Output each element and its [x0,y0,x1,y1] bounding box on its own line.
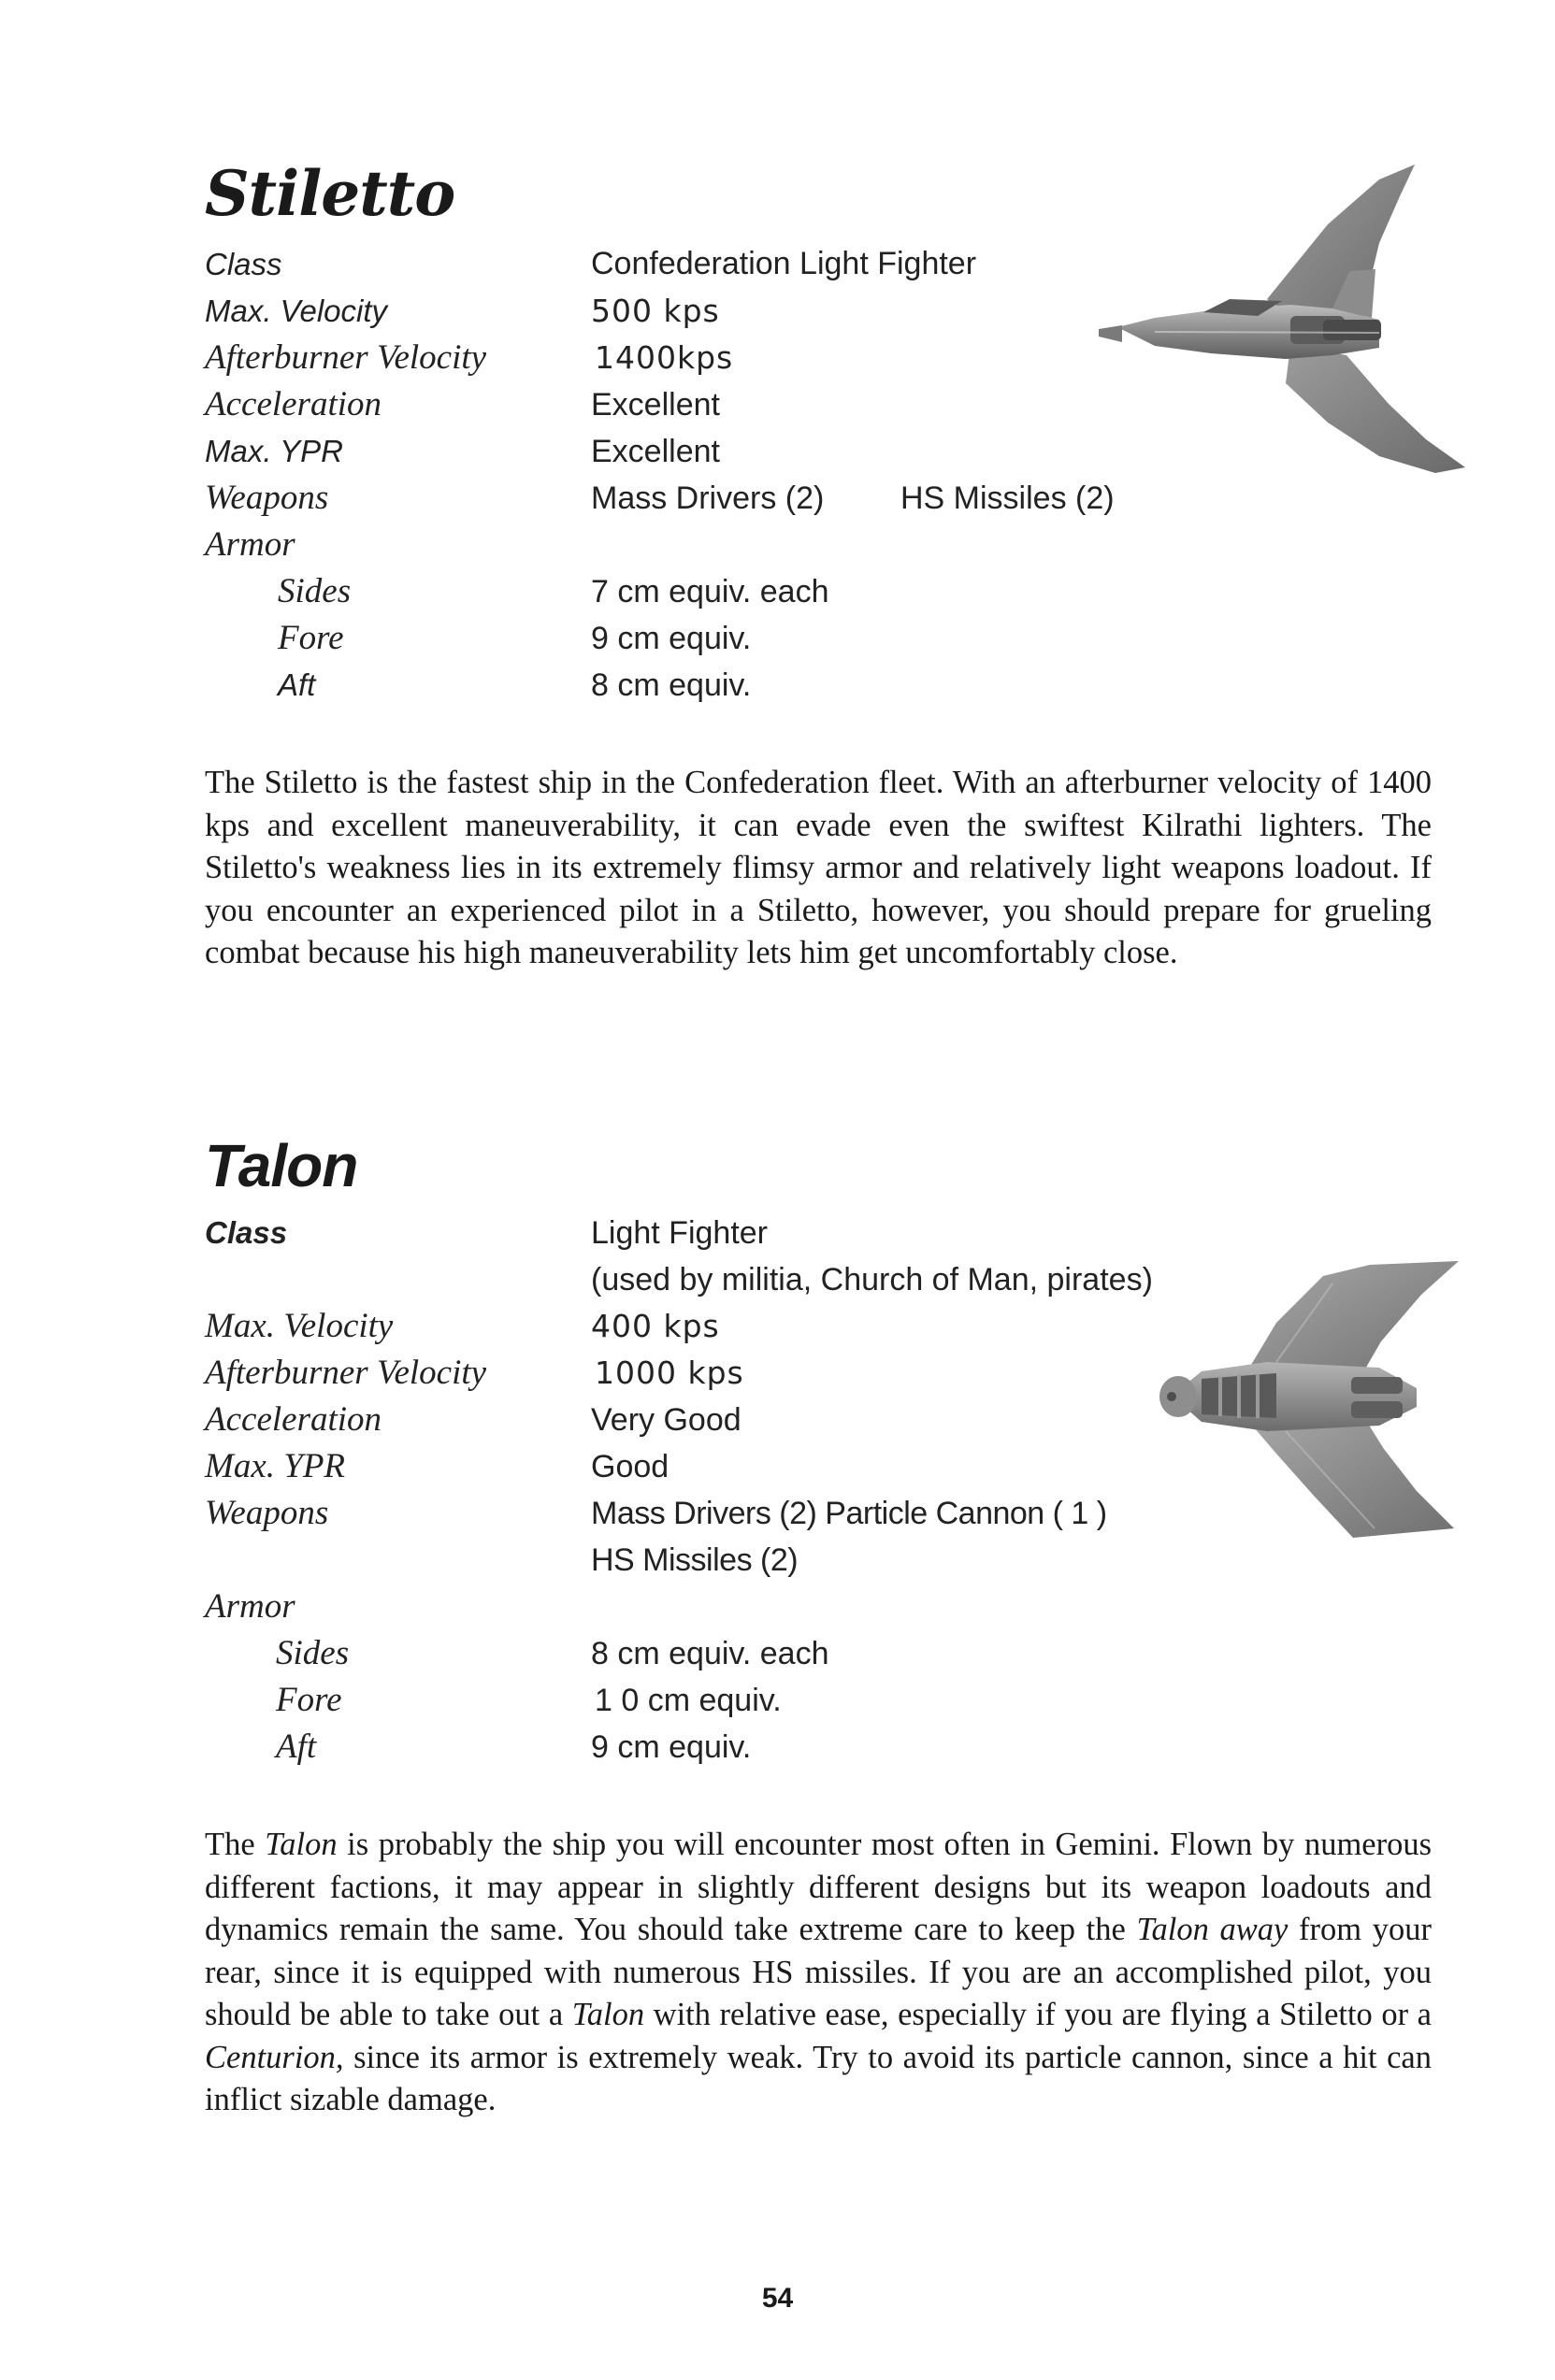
talon-afterburner-label: Afterburner Velocity [205,1354,487,1392]
stiletto-class-value: Confederation Light Fighter [591,246,977,281]
stiletto-aft-value: 8 cm equiv. [591,667,752,703]
stiletto-weapons-label: Weapons [205,479,329,517]
stiletto-sides-label: Sides [278,572,352,610]
stiletto-ypr-label: Max. YPR [205,434,343,468]
stiletto-acceleration-label: Acceleration [205,385,382,423]
stiletto-description: The Stiletto is the fastest ship in the Confederation fleet. With an afterburner velocity of 1400 kps and excellent maneuverability, it can evade even the swiftest Kilrathi lighters. The Stiletto's weakness lies in its extremely flimsy armor and relatively light weapons loadout. If you encounter an experienced pilot in a Stiletto, however, you should prepare for grueling combat because his high maneuverability lets him get uncomfortably close. [205,765,1432,970]
talon-armor-label: Armor [205,1587,295,1626]
talon-fighter-image [1136,1257,1473,1542]
talon-desc-text-5: since its armor is extremely weak. Try to avoid its particle cannon, since a hit can inflict sizable damage. [205,2039,1432,2117]
talon-ypr-value: Good [591,1449,670,1484]
talon-desc-italic-4: Centurion, [205,2039,344,2075]
talon-desc-text-3: from your rear, since it is equipped with numerous HS missiles. If you are an accomplished pilot, you should be able to take out a [205,1912,1433,2032]
talon-desc-italic-2: Talon away [1136,1912,1289,1947]
stiletto-weapons-value-1: Mass Drivers (2) [591,480,825,516]
talon-weapons-value-2: HS Missiles (2) [591,1542,799,1578]
talon-weapons-value-1: Mass Drivers (2) Particle Cannon ( 1 ) [591,1496,1107,1531]
talon-desc-italic-1: Talon [265,1827,338,1862]
stiletto-title: Stiletto [205,157,455,230]
talon-afterburner-value: 1000 kps [595,1355,744,1391]
page-number: 54 [761,2283,794,2314]
talon-aft-label: Aft [276,1728,317,1766]
stiletto-armor-label: Armor [205,525,295,564]
talon-velocity-value: 400 kps [591,1308,720,1344]
talon-velocity-label: Max. Velocity [205,1307,394,1345]
talon-fore-value: 1 0 cm equiv. [595,1683,782,1718]
talon-class-value-2: (used by militia, Church of Man, pirates) [591,1262,1153,1298]
talon-sides-value: 8 cm equiv. each [591,1636,829,1671]
talon-class-label: Class [205,1215,288,1250]
talon-desc-text-1: The [205,1827,266,1862]
stiletto-fore-value: 9 cm equiv. [591,621,752,656]
talon-desc-text-2: is probably the ship you will encounter most often in Gemini. Flown by numerous different factions, it may appear in slightly different designs but its weapon loadouts and dynamics remain the same. You should take extreme care to keep the [205,1827,1433,1947]
talon-desc-italic-3: Talon [571,1997,645,2032]
talon-title: Talon [205,1132,358,1199]
talon-acceleration-label: Acceleration [205,1400,382,1439]
stiletto-acceleration-value: Excellent [591,387,720,423]
stiletto-fore-label: Fore [278,619,344,657]
talon-class-value-1: Light Fighter [591,1215,768,1251]
talon-desc-text-4: with relative ease, especially if you are flying a Stiletto or a [644,1997,1432,2032]
stiletto-class-label: Class [205,247,282,281]
stiletto-velocity-label: Max. Velocity [205,294,388,328]
stiletto-weapons-value-2: HS Missiles (2) [900,480,1115,516]
stiletto-velocity-value: 500 kps [591,293,720,329]
talon-fore-label: Fore [276,1681,342,1719]
talon-ypr-label: Max. YPR [205,1447,346,1485]
talon-acceleration-value: Very Good [591,1402,742,1438]
talon-description [205,1824,1432,2122]
stiletto-afterburner-label: Afterburner Velocity [205,338,487,377]
stiletto-afterburner-value: 1400kps [595,339,734,376]
stiletto-fighter-image [1099,159,1473,514]
talon-aft-value: 9 cm equiv. [591,1729,752,1765]
stiletto-aft-label: Aft [278,667,316,702]
talon-sides-label: Sides [276,1634,350,1672]
stiletto-ypr-value: Excellent [591,434,720,469]
stiletto-sides-value: 7 cm equiv. each [591,574,829,609]
talon-weapons-label: Weapons [205,1494,329,1532]
